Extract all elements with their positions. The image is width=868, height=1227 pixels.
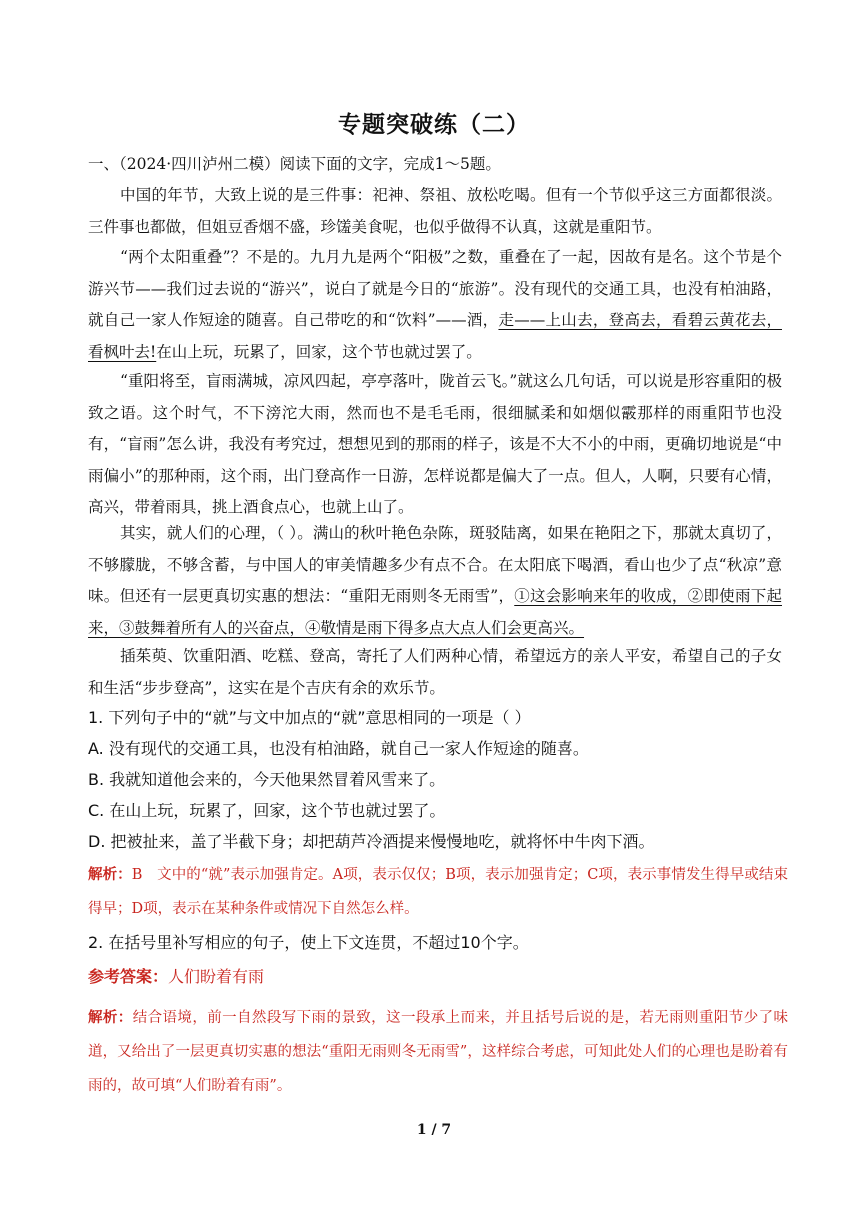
passage-p4-text: 其实，就人们的心理，（ ）。满山的秋叶艳色杂陈，斑驳陆离，如果在艳阳之下，那就太真切了，不够朦胧，不够含蓄，与中国人的审美情趣多少有点不合。在太阳底下喝酒，看山也少了点“秋凉”意味。但还有一层更真切实惠的想法：“重阳无雨则冬无雨雪”， [88, 524, 782, 605]
q2-analysis-label: 解析： [88, 1010, 133, 1026]
page-number: 1 / 7 [416, 1122, 452, 1138]
section-header: 一、（2024·四川泸州二模）阅读下面的文字，完成1～5题。 [88, 155, 501, 173]
passage-p2-text: “两个太阳重叠”？不是的。九月九是两个“阳极”之数，重叠在了一起，因故有是名。这个节是个游兴节——我们过去说的“游兴”，说白了就是今日的“旅游”。没有现代的交通工具，也没有柏油路，就自己一家人作短途的随喜。自己带吃的和“饮料”——酒， [88, 248, 782, 329]
page-title: 专题突破练（二） [338, 111, 530, 138]
q1-option-c: C. 在山上玩，玩累了，回家，这个节也就过罢了。 [88, 801, 446, 820]
passage-p4-underlined: ①这会影响来年的收成，②即使雨下起来，③鼓舞着所有人的兴奋点，④敬情是雨下得多点大点人们会更高兴。 [88, 587, 782, 637]
q2-answer-label: 参考答案： [88, 967, 169, 986]
q1-analysis [88, 858, 788, 926]
question-2: 2. 在括号里补写相应的句子，使上下文连贯，不超过10个字。 [88, 933, 529, 952]
q1-option-a: A. 没有现代的交通工具，也没有柏油路，就自己一家人作短途的随喜。 [88, 739, 589, 758]
q1-analysis-label: 解析： [88, 867, 132, 883]
passage-paragraph-2 [88, 242, 782, 368]
q2-analysis-text: 结合语境，前一自然段写下雨的景致，这一段承上而来，并且括号后说的是，若无雨则重阳节少了味道，又给出了一层更真切实惠的想法“重阳无雨则冬无雨雪”，这样综合考虑，可知此处人们的心理也是盼着有雨的，故可填“人们盼着有雨”。 [88, 1010, 789, 1094]
q2-answer-text: 人们盼着有雨 [168, 967, 265, 986]
passage-p2-underlined: 走——上山去，登高去，看碧云黄花去，看枫叶去! [88, 311, 782, 361]
q1-option-b: B. 我就知道他会来的，今天他果然冒着风雪来了。 [88, 770, 446, 789]
question-1: 1. 下列句子中的“就”与文中加点的“就”意思相同的一项是（ ） [88, 708, 531, 727]
passage-paragraph-5: 插茱萸、饮重阳酒、吃糕、登高，寄托了人们两种心情，希望远方的亲人平安，希望自己的子女和生活“步步登高”，这实在是个吉庆有余的欢乐节。 [88, 647, 782, 697]
passage-paragraph-3: “重阳将至，盲雨满城，凉风四起，亭亭落叶，陇首云飞。”就这么几句话，可以说是形容重阳的极致之语。这个时气，不下滂沱大雨，然而也不是毛毛雨，很细腻柔和如烟似霰那样的雨重阳节也没有，“盲雨”怎么讲，我没有考究过，想想见到的那雨的样子，该是不大不小的中雨，更确切地说是“中雨偏小”的那种雨，这个雨，出门登高作一日游，怎样说都是偏大了一点。但人，人啊，只要有心情，高兴，带着雨具，挑上酒食点心，也就上山了。 [88, 372, 782, 516]
q2-analysis [88, 1001, 788, 1103]
passage-paragraph-4 [88, 518, 782, 644]
passage-paragraph-1: 中国的年节，大致上说的是三件事：祀神、祭祖、放松吃喝。但有一个节似乎这三方面都很淡。三件事也都做，但姐豆香烟不盛，珍馐美食呢，也似乎做得不认真，这就是重阳节。 [88, 186, 782, 236]
q1-option-d: D. 把被扯来，盖了半截下身；却把葫芦冷酒提来慢慢地吃，就将怀中牛肉下酒。 [88, 832, 655, 851]
q1-analysis-text: B 文中的“就”表示加强肯定。A项，表示仅仅；B项，表示加强肯定；C项，表示事情发生得早或结束得早；D项，表示在某种条件或情况下自然怎么样。 [88, 867, 789, 917]
q2-answer [88, 966, 782, 988]
passage-p2-tail: 在山上玩，玩累了，回家，这个节也就过罢了。 [156, 342, 482, 361]
